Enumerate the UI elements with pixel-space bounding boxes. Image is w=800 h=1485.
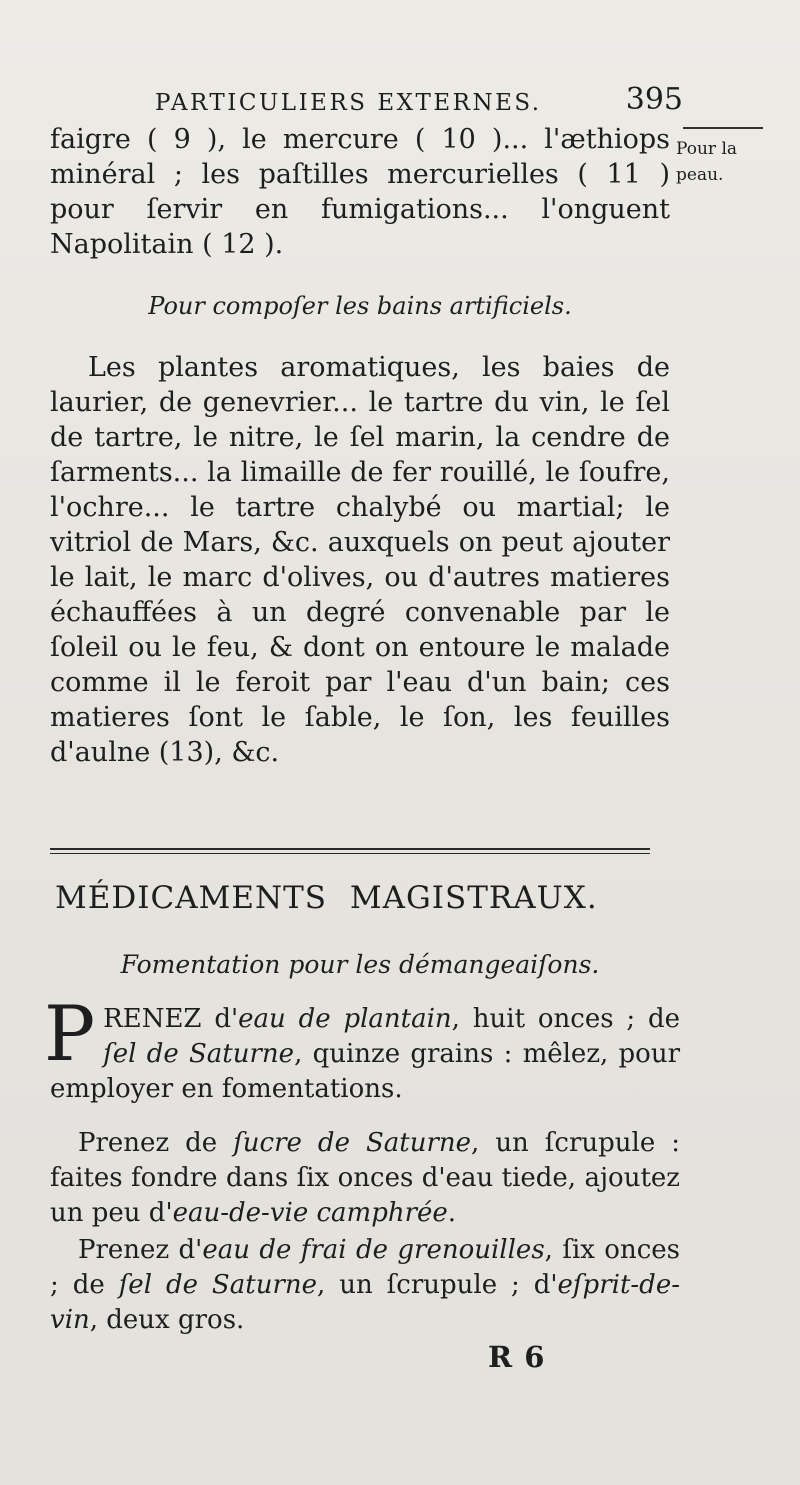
recipe-3-tail: , deux gros. — [89, 1305, 245, 1335]
recipe-2 — [50, 1126, 680, 1231]
section-rule-thick — [50, 848, 650, 850]
running-title: PARTICULIERS EXTERNES. — [155, 90, 542, 116]
recipe-2-ingredient-2: eau-de-vie camphrée — [172, 1198, 448, 1228]
recipe-2-mid: , un ſcrupule : faites fondre dans ſix onces d'eau tiede, ajoutez un peu d' — [50, 1128, 681, 1228]
recipe-3-lead: Prenez d' — [78, 1235, 203, 1265]
recipe-3-ingredient-3: eſprit-de-vin — [50, 1270, 680, 1335]
recipe-1-ingredient-1: eau de plantain — [238, 1004, 452, 1034]
recipe-3-ingredient-1: eau de frai de grenouilles — [202, 1235, 545, 1265]
margin-note: Pour la peau. — [676, 139, 738, 185]
recipe-1-tail: , quinze grains : mêlez, pour employer en fomentations. — [50, 1039, 680, 1104]
recipe-2-lead: Prenez de — [78, 1128, 234, 1158]
section-title: MÉDICAMENTS MAGISTRAUX. — [55, 880, 598, 916]
recipe-3-mid-1: , ſix onces ; de — [50, 1235, 680, 1300]
recipe-3 — [50, 1233, 680, 1338]
top-paragraph: faigre ( 9 ), le mercure ( 10 )... l'æthiops minéral ; les paſtilles mercurielles ( 11 ) pour ſervir en fumigations... l'onguent Napolitain ( 12 ). — [50, 124, 670, 260]
recipe-2-tail: . — [447, 1198, 457, 1228]
recipe-1-mid: , huit onces ; de — [451, 1004, 680, 1034]
margin-rule — [683, 127, 763, 129]
recipe-1-ingredient-2: ſel de Saturne — [103, 1039, 295, 1069]
recipe-3-mid-2: , un ſcrupule ; d' — [317, 1270, 558, 1300]
drop-cap: P — [44, 989, 96, 1078]
recipe-1 — [44, 989, 680, 1107]
recipe-2-ingredient-1: ſucre de Saturne — [233, 1128, 472, 1158]
signature-mark: R 6 — [488, 1340, 546, 1374]
recipe-1-lead: RENEZ d' — [103, 1004, 239, 1034]
bath-paragraph: Les plantes aromatiques, les baies de laurier, de genevrier... le tartre du vin, le ſel de tartre, le nitre, le ſel marin, la cendre de ſarments... la limaille de fer rouillé, le ſoufre, l'ochre... le tartre chalybé ou martial; le vitriol de Mars, &c. auxquels on peut ajouter le lait, le marc d'olives, ou d'autres matieres échauffées à un degré convenable par le ſoleil ou le feu, & dont on entoure le malade comme il le feroit par l'eau d'un bain; ces matieres ſont le ſable, le ſon, les feuilles d'aulne (13), &c. — [50, 352, 670, 768]
page-header — [155, 82, 685, 122]
page-number: 395 — [625, 82, 683, 117]
fomentation-heading: Fomentation pour les démangeaiſons. — [120, 950, 600, 979]
section-rule-thin — [50, 853, 650, 854]
recipe-3-ingredient-2: ſel de Saturne — [118, 1270, 317, 1300]
bath-heading: Pour compoſer les bains artificiels. — [148, 292, 572, 320]
